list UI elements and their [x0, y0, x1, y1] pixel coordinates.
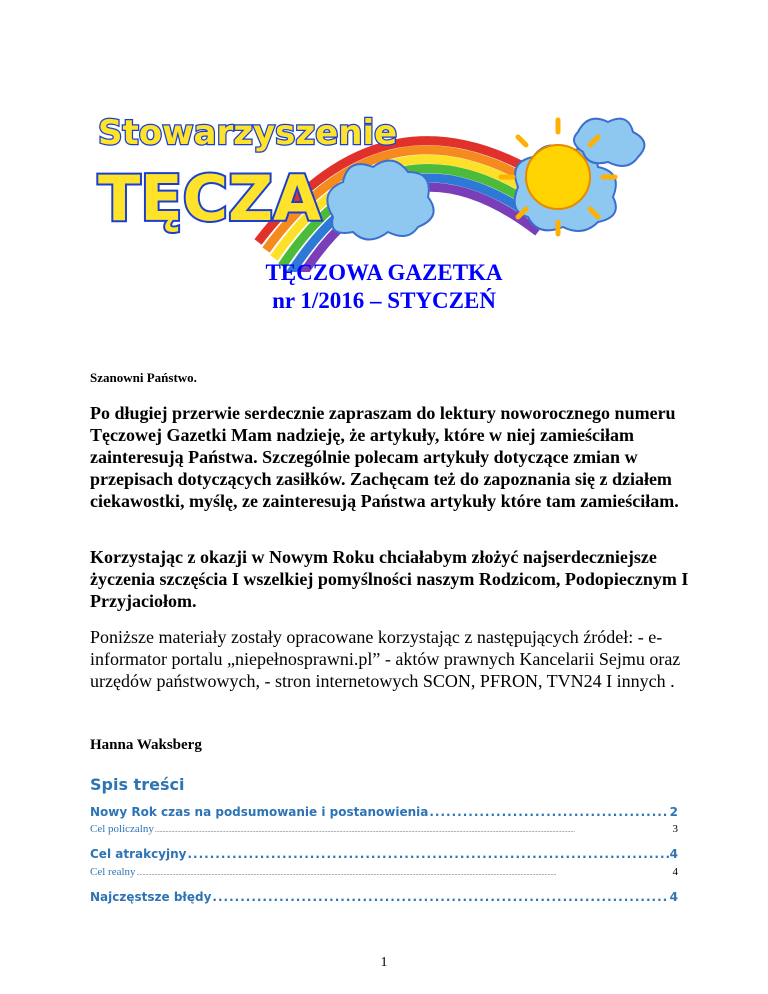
- intro-paragraph: Po długiej przerwie serdecznie zapraszam do lektury noworocznego numeru Tęczowej Gazetki Mam nadzieję, że artykuły, które w niej zamieściłam zainteresują Państwa. Szczególnie polecam artykuły dotyczące zmian w przepisach dotyczących zasiłków. Zachęcam też do zapoznania się z działem ciekawostki, myślę, ze zainteresują Państwa artykuły które tam zamieściłam.: [90, 403, 679, 511]
- toc-entry-page: 2: [669, 805, 678, 819]
- toc-leader: [429, 805, 668, 819]
- toc-entry-label: Najczęstsze błędy: [90, 890, 212, 904]
- toc-entry[interactable]: [90, 847, 678, 861]
- toc-entry-page: 4: [672, 866, 678, 878]
- sources-paragraph: Poniższe materiały zostały opracowane korzystając z następujących źródeł: - e-informator portalu „niepełnosprawni.pl” - aktów prawnych Kancelarii Sejmu oraz urzędów państwowych, - stron internetowych SCON, PFRON, TVN24 I innych .: [90, 627, 681, 691]
- wishes-paragraph: Korzystając z okazji w Nowym Roku chciałabym złożyć najserdeczniejsze życzenia szczęścia I wszelkiej pomyślności naszym Rodzicom, Podopiecznym I Przyjaciołom.: [90, 547, 689, 611]
- toc-entry-label: Cel realny: [90, 866, 136, 878]
- toc-heading: Spis treści: [90, 775, 185, 794]
- toc-entry[interactable]: [90, 890, 678, 904]
- toc-entry-page: 4: [669, 847, 678, 861]
- stowarzyszenie-tecza-logo: [88, 92, 688, 272]
- toc-entry-page: 3: [672, 823, 678, 835]
- toc-leader: [137, 871, 672, 877]
- signature: Hanna Waksberg: [90, 737, 202, 753]
- toc-entry[interactable]: [90, 866, 678, 878]
- toc-leader: [187, 847, 668, 861]
- svg-text:TĘCZA: TĘCZA: [98, 162, 322, 235]
- toc-leader: [155, 828, 672, 834]
- svg-text:Stowarzyszenie: Stowarzyszenie: [98, 113, 398, 153]
- toc-entry[interactable]: [90, 805, 678, 819]
- toc-entry[interactable]: [90, 823, 678, 835]
- greeting: Szanowni Państwo.: [90, 370, 197, 385]
- issue-number: nr 1/2016 – STYCZEŃ: [272, 288, 496, 313]
- toc-entry-label: Nowy Rok czas na podsumowanie i postanowienia: [90, 805, 429, 819]
- toc-leader: [212, 890, 668, 904]
- toc-entry-label: Cel atrakcyjny: [90, 847, 187, 861]
- newsletter-title: TĘCZOWA GAZETKA: [265, 260, 503, 285]
- toc-entry-page: 4: [669, 890, 678, 904]
- toc-entry-label: Cel policzalny: [90, 823, 154, 835]
- page-number: 1: [380, 955, 388, 970]
